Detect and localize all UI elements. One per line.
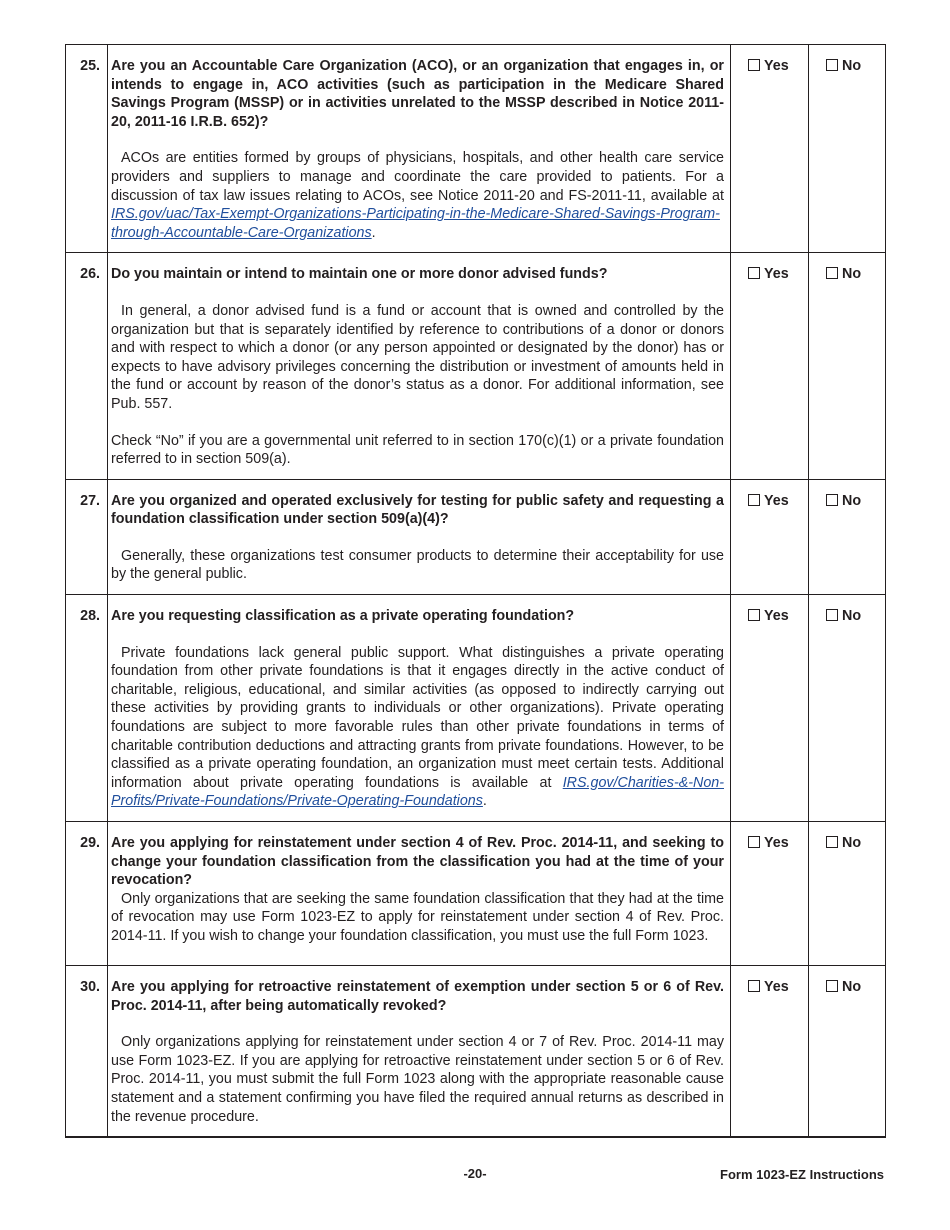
questions-table xyxy=(65,44,886,1138)
question-number: 27. xyxy=(66,479,108,594)
yes-option[interactable]: Yes xyxy=(731,966,809,1138)
no-checkbox[interactable] xyxy=(826,59,838,71)
yes-checkbox[interactable] xyxy=(748,609,760,621)
explanation-text: ACOs are entities formed by groups of physicians, hospitals, and other health care service providers and suppliers to manage and coordinate the care provided to patients. For a discussion of tax law issues relating to ACOs, see Notice 2011-20 and FS-2011-11, available at IRS.gov/uac/Tax-Exempt-Organizations-Participating-in-the-Medicare-Shared-Savings-Program-through-Accountable-Care-Organizations. xyxy=(111,150,724,241)
question-body xyxy=(108,966,731,1138)
no-option[interactable]: No xyxy=(809,966,886,1138)
question-text: Are you requesting classification as a private operating foundation? xyxy=(111,608,575,625)
yes-option[interactable]: Yes xyxy=(731,822,809,966)
explanation-text: Generally, these organizations test consumer products to determine their acceptability for use by the general public. xyxy=(111,547,724,583)
aco-link[interactable]: IRS.gov/uac/Tax-Exempt-Organizations-Participating-in-the-Medicare-Shared-Savings-Program-through-Accountable-Care-Organizations xyxy=(111,206,720,241)
question-row-28 xyxy=(66,595,886,822)
private-operating-foundations-link[interactable]: IRS.gov/Charities-&-Non-Profits/Private-Foundations/Private-Operating-Foundations xyxy=(111,774,724,810)
no-checkbox[interactable] xyxy=(826,609,838,621)
no-checkbox[interactable] xyxy=(826,494,838,506)
no-option[interactable]: No xyxy=(809,45,886,253)
form-title: Form 1023-EZ Instructions xyxy=(720,1167,884,1182)
no-checkbox[interactable] xyxy=(826,267,838,279)
question-text: Are you an Accountable Care Organization (ACO), or an organization that engages in, or intends to engage in, ACO activities (such as participation in the Medicare Shared Savings Program (MSSP) or in activities unrelated to the MSSP described in Notice 2011-20, 2011-16 I.R.B. 652)? xyxy=(111,58,724,130)
question-row-27 xyxy=(66,479,886,594)
question-number: 26. xyxy=(66,253,108,479)
question-text: Are you applying for reinstatement under section 4 of Rev. Proc. 2014-11, and seeking to change your foundation classification from the classification you had at the time of your revocation? xyxy=(111,835,724,889)
no-option[interactable]: No xyxy=(809,595,886,822)
yes-checkbox[interactable] xyxy=(748,494,760,506)
question-row-25 xyxy=(66,45,886,253)
question-number: 28. xyxy=(66,595,108,822)
question-number: 25. xyxy=(66,45,108,253)
no-option[interactable]: No xyxy=(809,479,886,594)
question-text: Are you organized and operated exclusively for testing for public safety and requesting a foundation classification under section 509(a)(4)? xyxy=(111,492,724,528)
question-row-30 xyxy=(66,966,886,1138)
question-text: Do you maintain or intend to maintain one or more donor advised funds? xyxy=(111,266,608,283)
yes-checkbox[interactable] xyxy=(748,59,760,71)
page-number: -20- xyxy=(463,1166,487,1181)
question-text: Are you applying for retroactive reinstatement of exemption under section 5 or 6 of Rev. Proc. 2014-11, after being automatically revoked? xyxy=(111,979,724,1014)
no-checkbox[interactable] xyxy=(826,836,838,848)
question-number: 29. xyxy=(66,822,108,966)
explanation-text: Only organizations applying for reinstatement under section 4 or 7 of Rev. Proc. 2014-11 may use Form 1023-EZ. If you are applying for retroactive reinstatement under section 5 or 6 of Rev. Proc. 2014-11, you must submit the full Form 1023 along with the appropriate reasonable cause statement and a statement confirming you have filed the required annual returns as described in the revenue procedure. xyxy=(111,1034,724,1125)
yes-option[interactable]: Yes xyxy=(731,253,809,479)
yes-checkbox[interactable] xyxy=(748,267,760,279)
question-row-29 xyxy=(66,822,886,966)
yes-checkbox[interactable] xyxy=(748,836,760,848)
no-checkbox[interactable] xyxy=(826,980,838,992)
question-body xyxy=(108,45,731,253)
question-body xyxy=(108,822,731,966)
question-body xyxy=(108,595,731,822)
no-option[interactable]: No xyxy=(809,253,886,479)
yes-option[interactable]: Yes xyxy=(731,45,809,253)
question-row-26 xyxy=(66,253,886,479)
question-body xyxy=(108,253,731,479)
explanation-text: Only organizations that are seeking the same foundation classification that they had at the time of revocation may use Form 1023-EZ to apply for reinstatement under section 4 of Rev. Proc. 2014-11. If you wish to change your foundation classification, you must use the full Form 1023. xyxy=(111,890,724,944)
yes-option[interactable]: Yes xyxy=(731,479,809,594)
yes-option[interactable]: Yes xyxy=(731,595,809,822)
question-number: 30. xyxy=(66,966,108,1138)
explanation-text: In general, a donor advised fund is a fund or account that is owned and controlled by the organization but that is separately identified by reference to contributions of a donor or donors and with respect to which a donor (or any person appointed or designated by the donor) has or expects to have advisory privileges concerning the distribution or investment of amounts held in the fund or account by reason of the donor’s status as a donor. For additional information, see Pub. 557. xyxy=(111,302,724,412)
no-option[interactable]: No xyxy=(809,822,886,966)
yes-checkbox[interactable] xyxy=(748,980,760,992)
explanation-text: Private foundations lack general public support. What distinguishes a private operating foundation from other private foundations is that it engages directly in the active conduct of charitable, religious, educational, and similar activities (as opposed to indirectly carrying out these activities by providing grants to individuals or other organizations). Private operating foundations are subject to more favorable rules than other private foundations in terms of charitable contribution deductions and attracting grants from private foundations. However, to be classified as a private operating foundation, an organization must meet certain tests. Additional information about private operating foundations is available at IRS.gov/Charities-&-Non-Profits/Private-Foundations/Private-Operating-Foundations. xyxy=(111,644,724,810)
explanation-text: Check “No” if you are a governmental unit referred to in section 170(c)(1) or a private foundation referred to in section 509(a). xyxy=(111,432,724,468)
question-body xyxy=(108,479,731,594)
